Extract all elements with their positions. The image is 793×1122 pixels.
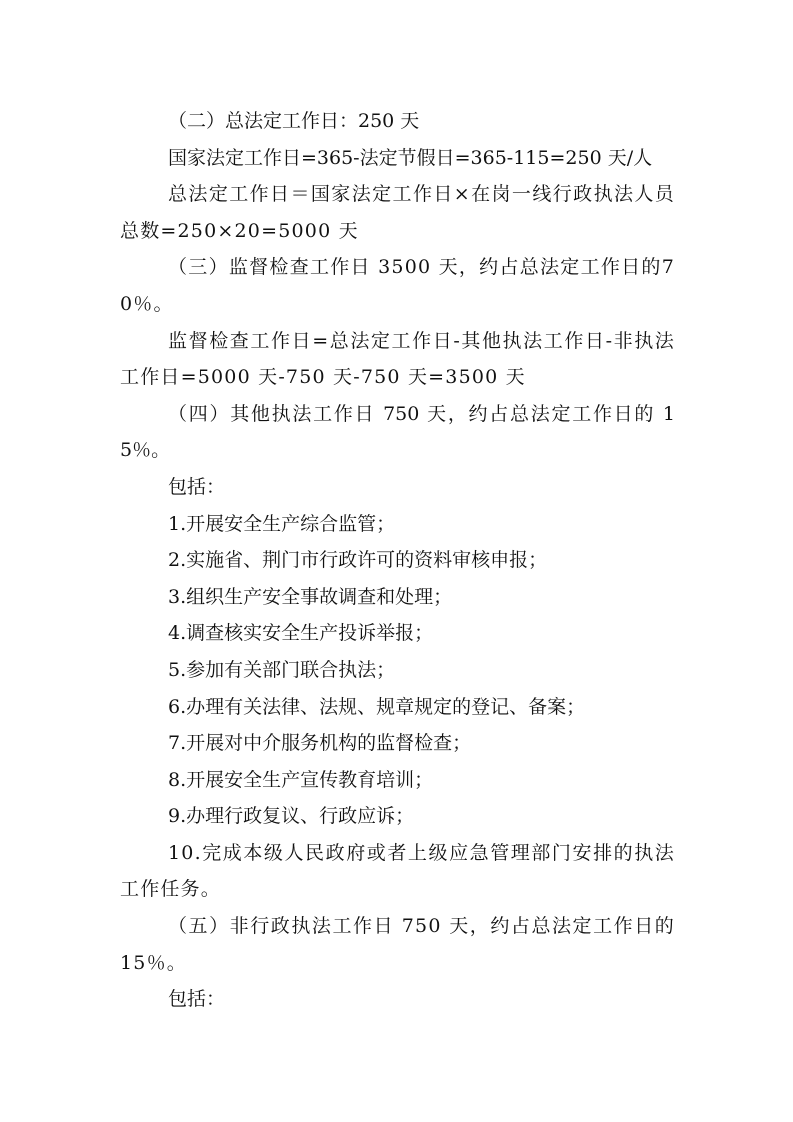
list-item: 6.办理有关法律、法规、规章规定的登记、备案；: [168, 695, 586, 718]
section-heading-non-enforcement-workdays: （五）非行政执法工作日 750 天，约占总法定工作日的15％。: [120, 915, 675, 974]
section-heading-other-enforcement-workdays: （四）其他执法工作日 750 天，约占总法定工作日的 15％。: [120, 402, 675, 462]
formula-national-workdays: 国家法定工作日=365-法定节假日=365-115=250 天/人: [168, 146, 653, 169]
list-item: 1.开展安全生产综合监管；: [168, 512, 396, 535]
formula-inspection-workdays: 监督检查工作日=总法定工作日-其他执法工作日-非执法工作日=5000 天-750 天-750 天=3500 天: [120, 329, 675, 389]
list-item: 8.开展安全生产宣传教育培训；: [168, 768, 434, 791]
section-heading-inspection-workdays: （三）监督检查工作日 3500 天，约占总法定工作日的70％。: [120, 256, 675, 315]
list-item: 10.完成本级人民政府或者上级应急管理部门安排的执法工作任务。: [120, 841, 675, 901]
section-heading-total-workdays: （二）总法定工作日：250 天: [168, 110, 420, 132]
list-item: 2.实施省、荆门市行政许可的资料审核申报；: [168, 549, 548, 572]
list-item: 7.开展对中介服务机构的监督检查；: [168, 732, 472, 755]
list-item: 4.调查核实安全生产投诉举报；: [168, 622, 434, 645]
formula-total-workdays: 总法定工作日＝国家法定工作日×在岗一线行政执法人员总数=250×20=5000 天: [120, 183, 675, 242]
list-item: 3.组织生产安全事故调查和处理；: [168, 585, 453, 608]
list-intro: 包括：: [168, 988, 226, 1011]
list-intro: 包括：: [168, 475, 226, 498]
list-item: 9.办理行政复议、行政应诉；: [168, 805, 415, 828]
list-item: 5.参加有关部门联合执法；: [168, 658, 396, 681]
document-body: [120, 103, 675, 1018]
